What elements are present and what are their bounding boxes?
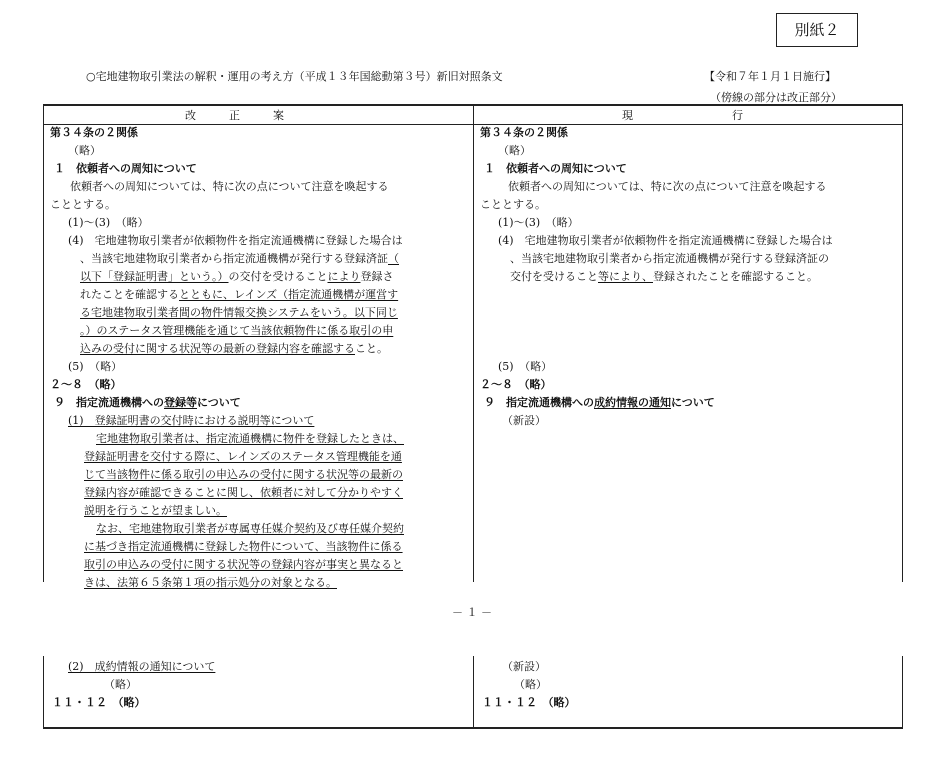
table2-bottom-border [43,727,903,729]
omitted-text: （略） [514,678,547,691]
column-header-current: 現 行 [622,109,743,122]
item-heading: ９ 指定流通機構への成約情報の通知について [484,396,715,409]
body-text: (4) 宅地建物取引業者が依頼物件を指定流通機構に登録した場合は [68,234,403,247]
amended-text: 以下「登録証明書」という。） [80,270,229,283]
amended-text: 込みの受付に関する状況等の最新の登録内容を確認する [80,342,355,355]
section-heading: 第３４条の２関係 [480,126,568,139]
item-heading: １１・１２ （略） [52,696,146,709]
section-heading: 第３４条の２関係 [50,126,138,139]
omitted-text: (5) （略） [68,360,123,373]
amended-text: により [327,270,361,283]
item-heading: １ 依頼者への周知について [484,162,627,175]
omitted-text: （略） [104,678,137,691]
subitem-heading: (2) 成約情報の通知について [68,660,216,673]
item-heading: ２～８ （略） [50,378,122,391]
amended-text: 宅地建物取引業者は、指定流通機構に物件を登録したときは、 [96,432,404,445]
amended-text: る宅地建物取引業者間の物件情報交換システムをいう。以下同じ [80,306,398,319]
body-text: (4) 宅地建物取引業者が依頼物件を指定流通機構に登録した場合は [498,234,833,247]
body-text: こととする。 [480,198,546,211]
amended-text: 成約情報の通知 [594,396,671,409]
amendment-note: （傍線の部分は改正部分） [710,91,842,104]
item-heading: ２～８ （略） [480,378,552,391]
amended-text: きは、法第６５条第１項の指示処分の対象となる。 [84,576,337,589]
document-title: ○宅地建物取引業法の解釈・運用の考え方（平成１３年国総動第３号）新旧対照条文 [86,70,503,83]
body-text: 、当該宅地建物取引業者から指定流通機構が発行する登録済証の [510,252,829,265]
body-text: 依頼者への周知については、特に次の点について注意を喚起する [70,180,389,193]
body-text: (1)～(3) （略） [498,216,579,229]
body-text: こととする。 [50,198,116,211]
body-text: 込みの受付に関する状況等の最新の登録内容を確認すること。 [80,342,388,355]
amended-text: 登録等 [164,396,197,409]
attachment-badge: 別紙２ [776,13,858,47]
amended-text: 登録証明書を交付する際に、レインズのステータス管理機能を通 [84,450,402,463]
column-header-revised: 改 正 案 [185,109,284,122]
amended-text: 説明を行うことが望ましい。 [84,504,227,517]
subitem-heading: (1) 登録証明書の交付時における説明等について [68,414,315,427]
body-text: 交付を受けること等により、登録されたことを確認すること。 [510,270,818,283]
body-text: (1)～(3) （略） [68,216,149,229]
body-text: 、当該宅地建物取引業者から指定流通機構が発行する登録済証（ [80,252,399,265]
table2-right-border [902,656,903,728]
table-left-border [43,104,44,582]
amended-text: 。）のステータス管理機能を通じて当該依頼物件に係る取引の申 [80,324,394,337]
amended-text: 取引の申込みの受付に関する状況等の登録内容が事実と異なると [84,558,403,571]
item-heading: ９ 指定流通機構への登録等について [54,396,241,409]
effective-date: 【令和７年１月１日施行】 [704,70,836,83]
page-number: － １ － [452,606,492,619]
omitted-text: (5) （略） [498,360,553,373]
amended-text: （ [388,252,399,265]
table2-left-border [43,656,44,728]
omitted-text: （略） [68,144,101,157]
new-provision-note: （新設） [502,660,546,673]
body-text: 以下「登録証明書」という。）の交付を受けることにより登録さ [80,270,394,283]
item-heading: １１・１２ （略） [482,696,576,709]
table2-middle-border [473,656,474,728]
table-right-border [902,104,903,582]
body-text: 依頼者への周知については、特に次の点について注意を喚起する [508,180,827,193]
new-provision-note: （新設） [502,414,546,427]
table-middle-border [473,104,474,582]
amended-text: じて当該物件に係る取引の申込みの受付に関する状況等の最新の [84,468,403,481]
omitted-text: （略） [498,144,531,157]
amended-text: とともに、レインズ（指定流通機構が運営す [179,288,399,301]
amended-text: なお、宅地建物取引業者が専属専任媒介契約及び専任媒介契約 [96,522,404,535]
body-text: れたことを確認するとともに、レインズ（指定流通機構が運営す [80,288,399,301]
amended-text: 登録内容が確認できることに関し、依頼者に対して分かりやすく [84,486,403,499]
amended-text: に基づき指定流通機構に登録した物件について、当該物件に係る [84,540,403,553]
item-heading: １ 依頼者への周知について [54,162,197,175]
amended-text: 等により、 [598,270,653,283]
